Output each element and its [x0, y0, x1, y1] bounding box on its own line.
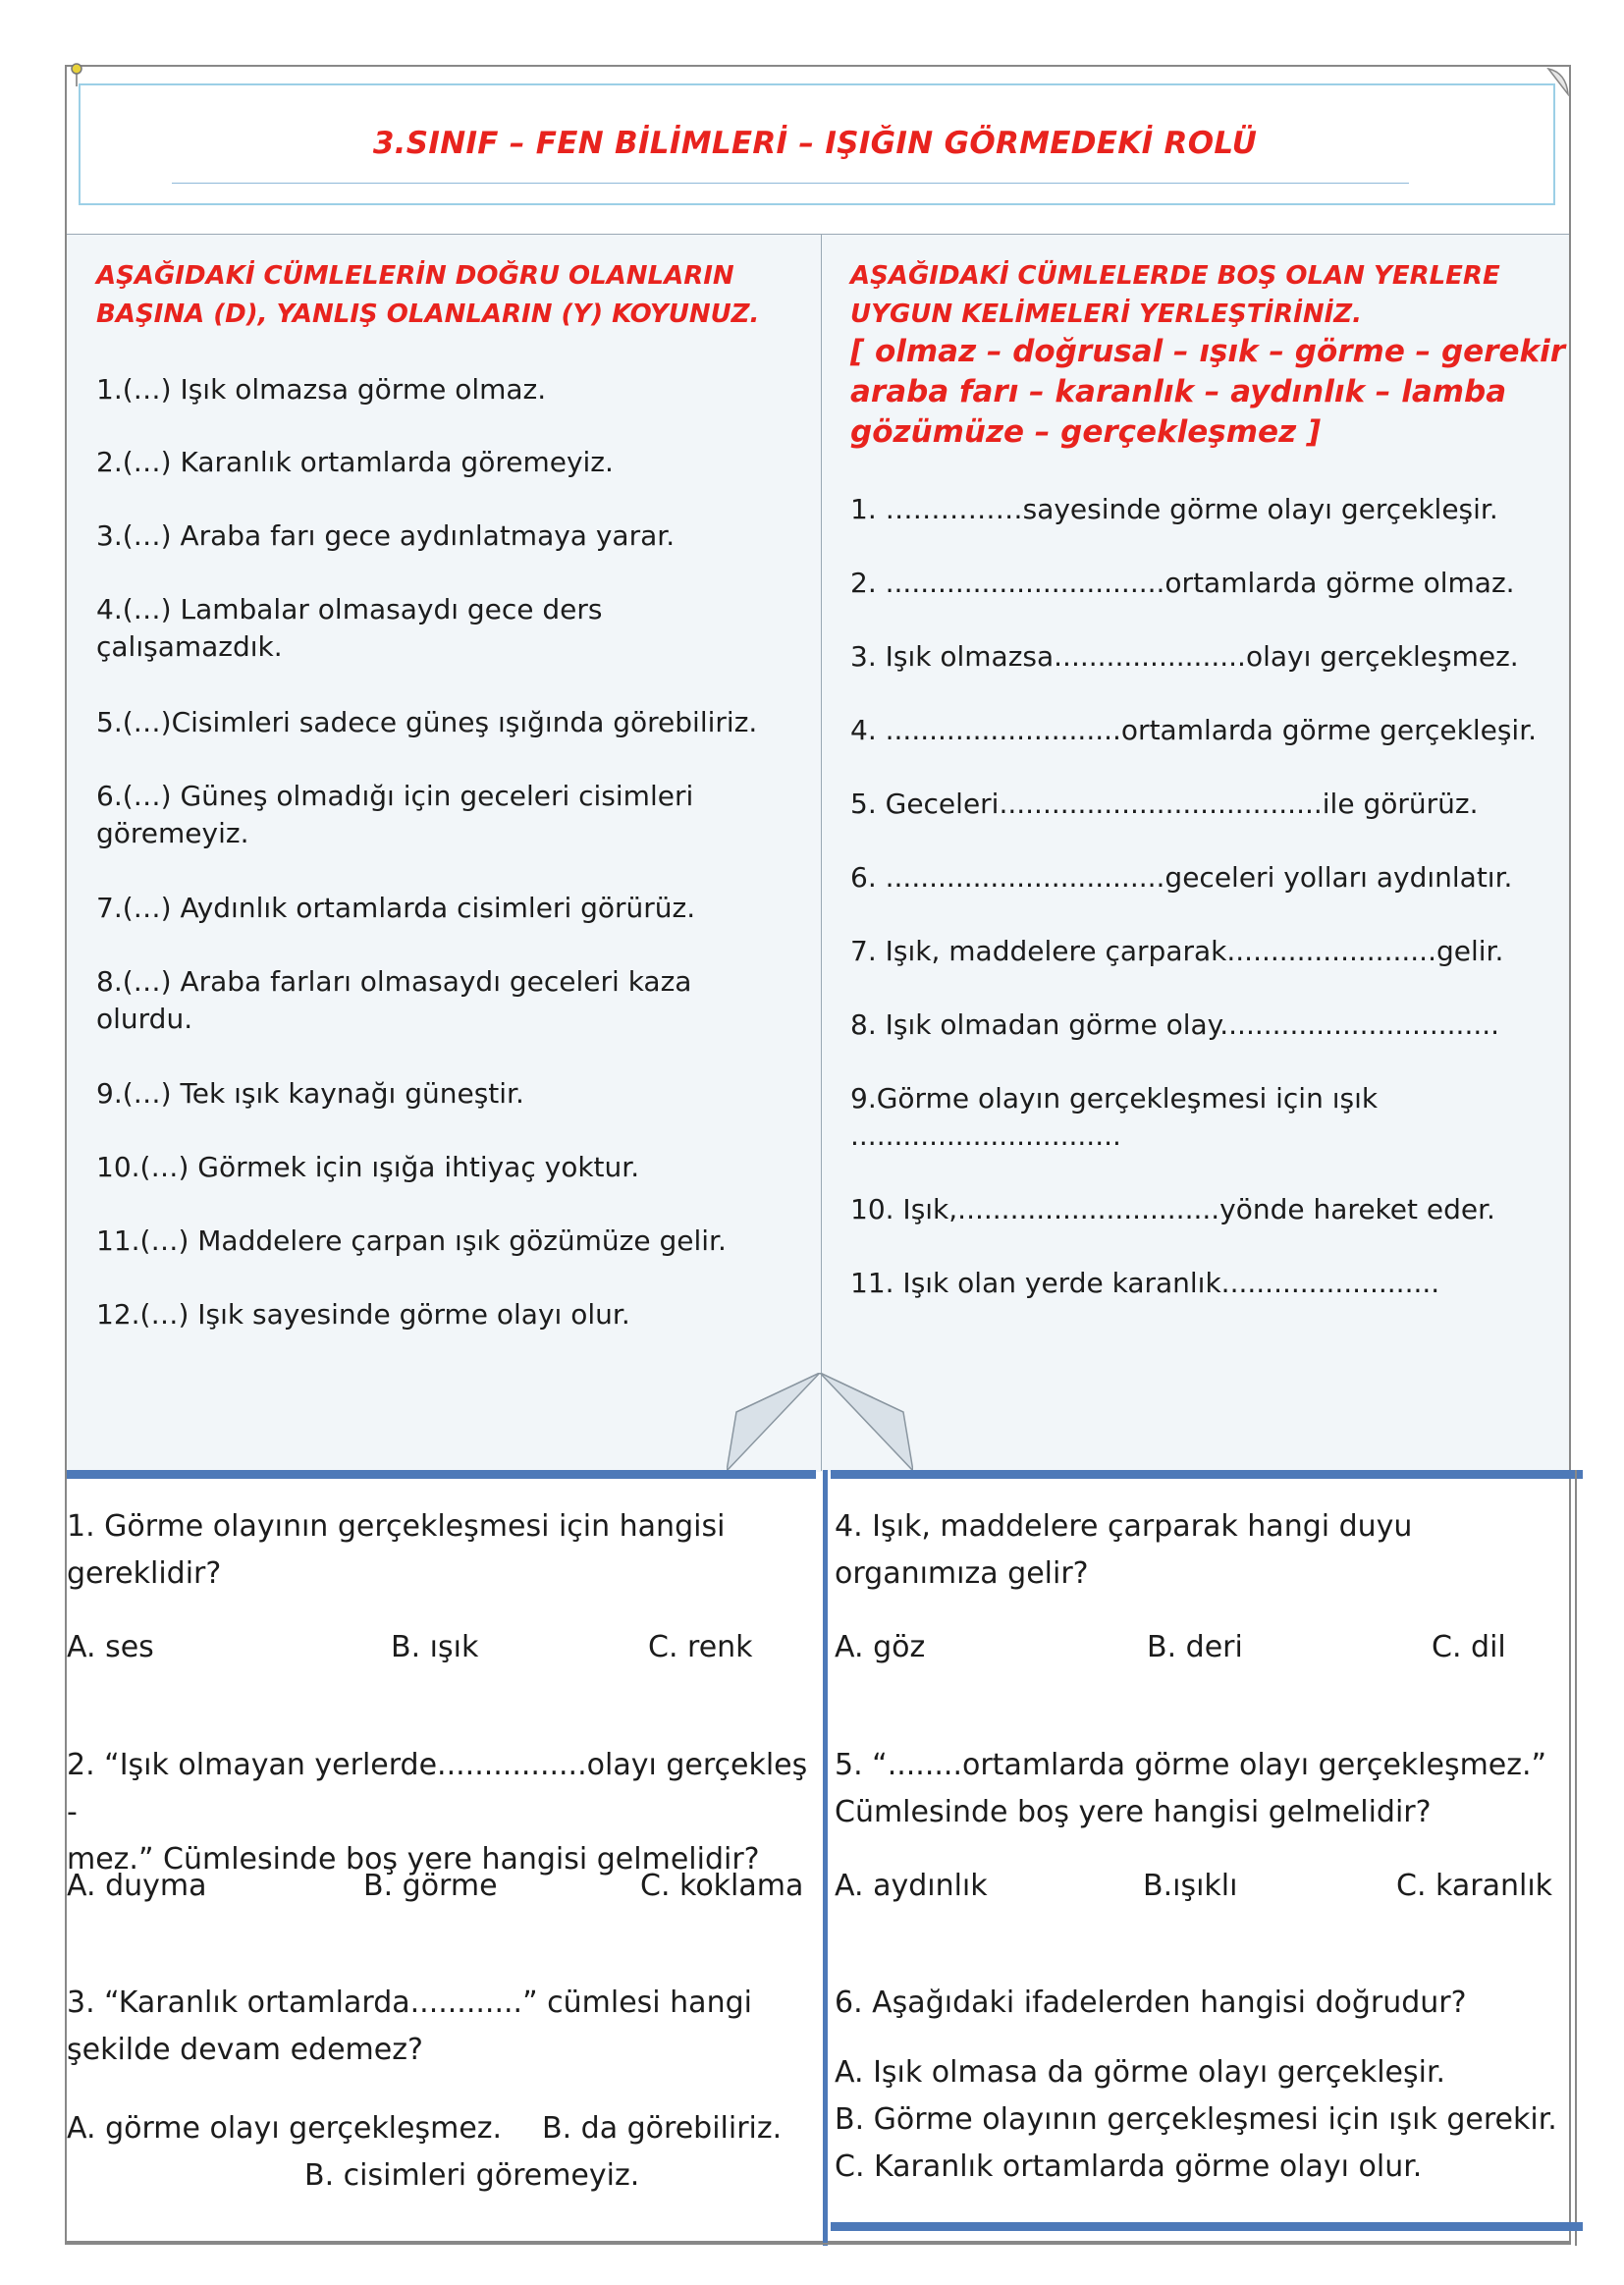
panel-divider	[821, 234, 822, 1471]
true-false-item	[96, 517, 813, 555]
question-text-cont: mez.” Cümlesinde boş yere hangisi gelmelidir?	[67, 1842, 760, 1877]
question	[67, 1503, 823, 1598]
item-text: 2.(…) Karanlık ortamlarda göremeyiz.	[96, 446, 614, 478]
fill-blank-item	[850, 933, 1577, 970]
option-c: B. cisimleri göremeyiz.	[304, 2158, 640, 2193]
fill-blank-item	[850, 1265, 1577, 1302]
fill-blank-item	[850, 859, 1577, 897]
bottom-rule	[65, 2243, 1571, 2245]
item-text: 4.(…) Lambalar olmasaydı gece ders	[96, 593, 603, 626]
true-false-item	[96, 778, 813, 852]
question	[67, 1742, 823, 1883]
option-a: A. ses	[67, 1630, 154, 1664]
title-underline	[172, 183, 1409, 184]
true-false-item	[96, 444, 813, 481]
true-false-item	[96, 1296, 813, 1333]
fill-blank-item	[850, 491, 1577, 528]
item-text: 5.(…)Cisimleri sadece güneş ışığında görebiliriz.	[96, 706, 758, 738]
fill-blank-item	[850, 786, 1577, 823]
true-false-item	[96, 371, 813, 408]
true-false-item	[96, 963, 813, 1038]
question-text-cont: gereklidir?	[67, 1556, 222, 1591]
true-false-item	[96, 704, 813, 741]
option-a: A. duyma	[67, 1869, 207, 1903]
option-c: C. koklama	[640, 1869, 804, 1903]
item-text: 7. Işık, maddelere çarparak........................gelir.	[850, 935, 1504, 967]
option-b: B.ışıklı	[1143, 1869, 1238, 1903]
option-b: B. görme	[363, 1869, 498, 1903]
word-bank: [ olmaz – doğrusal – ışık – görme – gerekir araba farı – karanlık – aydınlık – lamba gözümüze – gerçekleşmez ]	[850, 334, 1566, 450]
item-text-cont: göremeyiz.	[96, 817, 249, 849]
option-b: B. deri	[1147, 1630, 1243, 1664]
item-text: 11.(…) Maddelere çarpan ışık gözümüze gelir.	[96, 1224, 727, 1257]
option-a: A. Işık olmasa da görme olayı gerçekleşir.	[835, 2055, 1446, 2090]
question-text-cont: Cümlesinde boş yere hangisi gelmelidir?	[835, 1795, 1432, 1829]
bottom-blue-bar	[831, 2222, 1583, 2231]
item-text: 6.(…) Güneş olmadığı için geceleri cisimleri	[96, 780, 694, 812]
item-text: 10. Işık,..............................yönde hareket eder.	[850, 1193, 1495, 1225]
true-false-item	[96, 591, 813, 666]
question-text-cont: organımıza gelir?	[835, 1556, 1089, 1591]
question	[835, 1503, 1591, 1598]
fill-blank-item	[850, 565, 1577, 602]
option-a: A. aydınlık	[835, 1869, 988, 1903]
question-text-cont: şekilde devam edemez?	[67, 2033, 423, 2067]
right-heading: AŞAĞIDAKİ CÜMLELERDE BOŞ OLAN YERLERE UYGUN KELİMELERİ YERLEŞTİRİNİZ.	[850, 261, 1500, 329]
question-text: 3. “Karanlık ortamlarda............” cümlesi hangi	[67, 1986, 752, 2020]
option-a: A. görme olayı gerçekleşmez.	[67, 2111, 503, 2146]
item-text: 4. ...........................ortamlarda görme gerçekleşir.	[850, 714, 1538, 746]
fill-blank-item	[850, 638, 1577, 676]
question-text: 2. “Işık olmayan yerlerde................olayı gerçekleş -	[67, 1748, 808, 1829]
item-text: 9.Görme olayın gerçekleşmesi için ışık	[850, 1082, 1379, 1115]
item-text: 3.(…) Araba farı gece aydınlatmaya yarar.	[96, 519, 676, 552]
true-false-item	[96, 1223, 813, 1260]
option-b: B. da görebiliriz.	[542, 2111, 783, 2146]
item-text: 8. Işık olmadan görme olay................................	[850, 1008, 1500, 1041]
option-c: C. renk	[648, 1630, 753, 1664]
left-blue-bar	[67, 1470, 816, 1479]
option-b: B. ışık	[391, 1630, 479, 1664]
item-text: 11. Işık olan yerde karanlık.........................	[850, 1267, 1440, 1299]
page-title: 3.SINIF – FEN BİLİMLERİ – IŞIĞIN GÖRMEDEKİ ROLÜ	[372, 126, 1258, 161]
right-blue-bar	[831, 1470, 1583, 1479]
fill-blank-item	[850, 1191, 1577, 1228]
item-text: 6. ................................geceleri yolları aydınlatır.	[850, 861, 1513, 894]
option-a: A. göz	[835, 1630, 926, 1664]
left-heading: AŞAĞIDAKİ CÜMLELERİN DOĞRU OLANLARIN BAŞINA (D), YANLIŞ OLANLARIN (Y) KOYUNUZ.	[96, 261, 760, 329]
item-text: 12.(…) Işık sayesinde görme olayı olur.	[96, 1298, 630, 1331]
item-text: 1. ……………sayesinde görme olayı gerçekleşir.	[850, 493, 1498, 525]
question-text: 5. “........ortamlarda görme olayı gerçekleşmez.”	[835, 1748, 1547, 1782]
item-text: 8.(…) Araba farları olmasaydı geceleri kaza	[96, 965, 692, 998]
question-text: 6. Aşağıdaki ifadelerden hangisi doğrudur?	[835, 1986, 1467, 2020]
question-text: 1. Görme olayının gerçekleşmesi için hangisi	[67, 1509, 726, 1544]
question	[835, 1742, 1591, 1836]
item-text-cont: çalışamazdık.	[96, 630, 283, 663]
item-text-cont: ...............................	[850, 1119, 1121, 1152]
option-b: B. Görme olayının gerçekleşmesi için ışık gerekir.	[835, 2102, 1557, 2137]
option-c: C. dil	[1432, 1630, 1506, 1664]
item-text: 3. Işık olmazsa......................olayı gerçekleşmez.	[850, 640, 1519, 673]
question	[835, 1980, 1591, 2027]
item-text-cont: olurdu.	[96, 1003, 193, 1035]
true-false-item	[96, 1149, 813, 1186]
true-false-item	[96, 890, 813, 927]
item-text: 2. ................................ortamlarda görme olmaz.	[850, 567, 1515, 599]
fill-blank-item	[850, 1080, 1577, 1155]
item-text: 5. Geceleri.....................................ile görürüz.	[850, 788, 1479, 820]
chevron-decoration	[727, 1373, 913, 1471]
question-text: 4. Işık, maddelere çarparak hangi duyu	[835, 1509, 1413, 1544]
item-text: 1.(…) Işık olmazsa görme olmaz.	[96, 373, 547, 406]
blue-divider	[823, 1470, 828, 2246]
option-c: C. Karanlık ortamlarda görme olayı olur.	[835, 2149, 1423, 2184]
question	[67, 1980, 823, 2074]
item-text: 10.(…) Görmek için ışığa ihtiyaç yoktur.	[96, 1151, 640, 1183]
fill-blank-item	[850, 712, 1577, 749]
option-c: C. karanlık	[1396, 1869, 1553, 1903]
fill-blank-item	[850, 1006, 1577, 1044]
item-text: 9.(…) Tek ışık kaynağı güneştir.	[96, 1077, 524, 1110]
true-false-item	[96, 1075, 813, 1113]
item-text: 7.(…) Aydınlık ortamlarda cisimleri görürüz.	[96, 892, 696, 924]
